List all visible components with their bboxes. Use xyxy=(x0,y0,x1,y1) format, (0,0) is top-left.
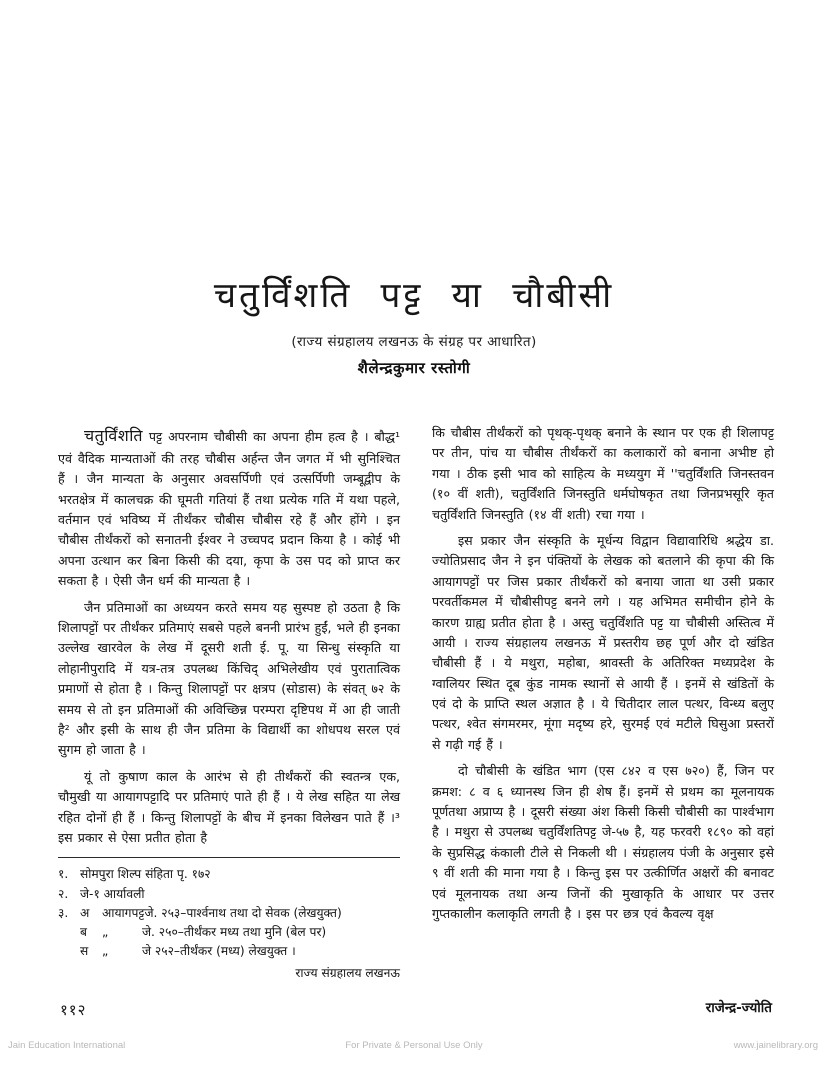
footnotes-block xyxy=(58,857,400,980)
footnote-item xyxy=(58,865,400,884)
paragraph: इस प्रकार जैन संस्कृति के मूर्धन्य विद्वान विद्यावारिधि श्रद्धेय डा. ज्योतिप्रसाद जैन ने इन पंक्तियों के लेखक को बतलाने की कृपा की कि आयागपट्टों पर जिस प्रकार तीर्थंकरों को बनाया जाता था उसी प्रकार परवर्तीकमल में चौबीसीपट्ट बनने लगे । यह अभिमत समीचीन होने के कारण ग्राह्य प्रतीत होता है । अस्तु चतुर्विंशति पट्ट या चौबीसी अस्तित्व में आयी । राज्य संग्रहालय लखनऊ में प्रस्तरीय छह पूर्ण और दो खंडित चौबीसी हैं । ये मथुरा, महोबा, श्रावस्ती के अतिरिक्त मध्यप्रदेश के ग्वालियर स्थित दूब कुंड नामक स्थानों से आयी हैं । इनमें से खंडितों के एवं दो के प्राप्ति स्थल अज्ञात है । ये चितीदार लाल पत्थर, विन्ध्य बलुए पत्थर, श्वेत संगमरमर, मूंगा मदृष्य हरे, सुरमई एवं मटीले घिसुआ प्रस्तरों से गढ़ी गई हैं । xyxy=(432,532,774,752)
right-column xyxy=(432,423,774,930)
footnote-text: जे-१ आर्यावली xyxy=(80,886,145,901)
footnote-credit: राज्य संग्रहालय लखनऊ xyxy=(295,965,400,980)
footnote-ditto-mark: „ xyxy=(102,944,109,959)
page-subtitle: (राज्य संग्रहालय लखनऊ के संग्रह पर आधारित) xyxy=(291,334,537,351)
footnote-item xyxy=(58,885,400,904)
footnote-number xyxy=(58,923,80,942)
footnote-text: जे २५२–तीर्थंकर (मध्य) लेखयुक्त । xyxy=(142,944,296,959)
footnote-sublabel: स xyxy=(80,944,89,959)
paragraph: जैन प्रतिमाओं का अध्ययन करते समय यह सुस्पष्ट हो उठता है कि शिलापट्टों पर तीर्थंकर प्रतिमाएं सबसे पहले बननी प्रारंभ हुईं, भले ही इनका उल्लेख खारवेल के लेख में दूसरी शती ई. पू. या सिन्धु संस्कृति या लोहानीपुरादि में यत्र-तत्र उपलब्ध किंचिद् अभिलेखीय एवं पुरातात्विक प्रमाणों से होता है । किन्तु शिलापट्टों पर क्षत्रप (सोडास) के संवत् ७२ के समय से तो इन प्रतिमाओं की अविच्छिन्न परम्परा दृष्टिपथ में आ ही जाती है² और इसी के साथ ही जैन प्रतिमा के विद्यार्थी का शोधपथ सरल एवं सुगम हो जाता है । xyxy=(58,599,400,758)
footnote-number: १. xyxy=(58,867,69,882)
footnote-sublabel: ब xyxy=(80,925,87,940)
scan-footer-left: Jain Education International xyxy=(8,1039,126,1051)
page-title: चतुर्विंशति पट्ट या चौबीसी xyxy=(213,276,615,316)
footnote-ditto-mark: „ xyxy=(102,925,109,940)
footnote-text: जे. २५३–पार्श्वनाथ तथा दो सेवक (लेखयुक्त) xyxy=(144,905,342,920)
footnote-source: आयागपट्ट xyxy=(102,905,145,920)
title-block xyxy=(0,276,828,378)
footnote-item xyxy=(58,942,400,961)
paragraph: दो चौबीसी के खंडित भाग (एस ८४२ व एस ७२०) हैं, जिन पर क्रमश: ८ व ६ ध्यानस्थ जिन ही शेष हैं। इनमें से प्रथम का मूलनायक पूर्णतथा अप्राप्य है । दूसरी संख्या अंश किसी किसी चौबीसी का पार्श्वभाग है । मथुरा से उपलब्ध चतुर्विंशतिपट्ट जे-५७ है, यह फरवरी १८९० को वहां के सुप्रसिद्ध कंकाली टीले से निकली थी । संग्रहालय पंजी के अनुसार इसे ९ वीं शती की माना गया है । किन्तु इस पर उत्कीर्णित अक्षरों की बनावट एवं मूलनायक तथा अन्य जिनों की मुखाकृति के आधार पर उत्तर गुप्तकालीन कलाकृति लगती है । इस पर छत्र एवं कैवल्य वृक्ष xyxy=(432,763,774,921)
footnote-number: ३. xyxy=(58,905,69,920)
footnote-text: जे. २५०–तीर्थंकर मध्य तथा मुनि (बेल पर) xyxy=(142,925,327,940)
footnote-text: सोमपुरा शिल्प संहिता पृ. १७२ xyxy=(80,867,211,882)
footnote-sublabel: अ xyxy=(80,905,90,920)
footnote-item xyxy=(58,923,400,942)
scan-footer-url[interactable]: www.jainelibrary.org xyxy=(733,1039,818,1051)
footnote-number: २. xyxy=(58,886,69,901)
paragraph: कि चौबीस तीर्थंकरों को पृथक्-पृथक् बनाने के स्थान पर एक ही शिलापट्ट पर तीन, पांच या चौबीस तीर्थंकरों का कलाकारों को बनाना अभीष्ट हो गया । ठीक इसी भाव को साहित्य के मध्ययुग में ''चतुर्विंशति जिनस्तवन (१० वीं शती), चतुर्विंशति जिनस्तुति धर्मघोषकृत तथा जिनप्रभसूरि कृत चतुर्विंशति जिनस्तुति (१४ वीं शती) रचा गया । xyxy=(432,425,774,522)
scan-footer-center: For Private & Personal Use Only xyxy=(345,1039,483,1051)
journal-name: राजेन्द्र-ज्योति xyxy=(705,1000,772,1016)
paragraph xyxy=(58,423,400,592)
body-columns xyxy=(58,423,774,981)
left-column xyxy=(58,423,400,981)
author-name: शैलेन्द्रकुमार रस्तोगी xyxy=(357,359,471,378)
paragraph: यूं तो कुषाण काल के आरंभ से ही तीर्थंकरों की स्वतन्त्र एक, चौमुखी या आयागपट्टादि पर प्रतिमाएं पाते ही हैं । ये लेख सहित या लेख रहित दोनों ही हैं । किन्तु शिलापट्टों के बीच में इनका विलेखन पाते हैं ।³ इस प्रकार से ऐसा प्रतीत होता है xyxy=(58,768,400,845)
footnote-item xyxy=(58,904,400,923)
drop-cap-word: चतुर्विंशति xyxy=(84,426,143,445)
paragraph-text: पट्ट अपरनाम चौबीसी का अपना हीम हत्व है । बौद्ध¹ एवं वैदिक मान्यताओं की तरह चौबीस अर्हन्त जैन जगत में भी सुनिश्चित हैं । जैन मान्यता के अनुसार अवसर्पिणी एवं उत्सर्पिणी जम्बूद्वीप के भरतक्षेत्र में कालचक्र की घूमती गतियां हैं तथा प्रत्येक गति में यथा पहले, वर्तमान एवं भविष्य में तीर्थंकर चौबीस चौबीस रहे हैं और होंगे । इन चौबीस तीर्थंकरों को सनातनी ईश्वर ने उच्चपद प्रदान किया है । कोई भी अपना उत्थान कर बिना किसी की दया, कृपा के उस पद को प्राप्त कर सकता है । ऐसी जैन धर्म की मान्यता है । xyxy=(58,429,400,589)
page-number: ११२ xyxy=(60,1001,87,1019)
footnote-number xyxy=(58,942,80,961)
